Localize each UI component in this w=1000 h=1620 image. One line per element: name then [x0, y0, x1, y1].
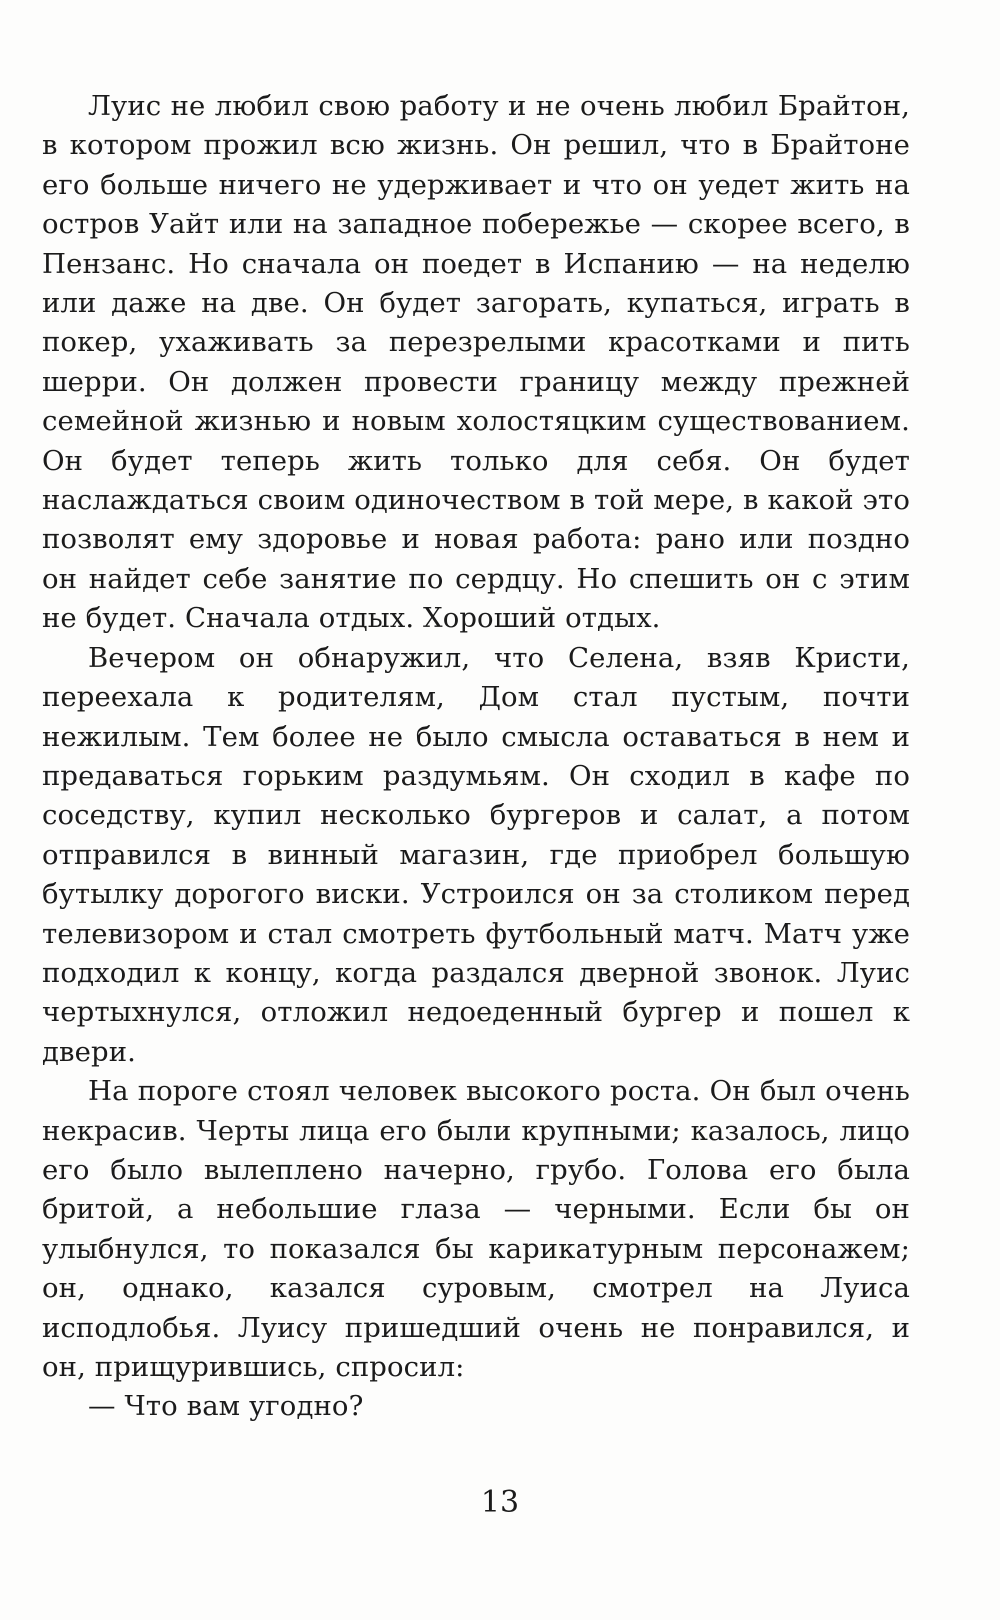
body-text — [42, 87, 910, 1427]
paragraph-2: Вечером он обнаружил, что Селена, взяв Кристи, переехала к родителям, Дом стал пустым, почти нежилым. Тем более не было смысла оставаться в нем и предаваться горьким раздумьям. Он сходил в кафе по соседству, купил несколько бургеров и салат, а потом отправился в винный магазин, где приобрел большую бутылку дорогого виски. Устроился он за столиком перед телевизором и стал смотреть футбольный матч. Матч уже подходил к концу, когда раздался дверной звонок. Луис чертыхнулся, отложил недоеденный бургер и пошел к двери. — [42, 641, 910, 1068]
dialogue-line: — Что вам угодно? — [88, 1390, 364, 1423]
paragraph-1: Луис не любил свою работу и не очень любил Брайтон, в котором прожил всю жизнь. Он решил, что в Брайтоне его больше ничего не удерживает и что он уедет жить на остров Уайт или на западное побережье — скорее всего, в Пензанс. Но сначала он поедет в Испанию — на неделю или даже на две. Он будет загорать, купаться, играть в покер, ухаживать за перезрелыми красотками и пить шерри. Он должен провести границу между прежней семейной жизнью и новым холостяцким существованием. Он будет теперь жить только для себя. Он будет наслаждаться своим одиночеством в той мере, в какой это позволят ему здоровье и новая работа: рано или поздно он найдет себе занятие по сердцу. Но спешить он с этим не будет. Сначала отдых. Хороший отдых. — [42, 90, 910, 635]
paragraph-3: На пороге стоял человек высокого роста. Он был очень некрасив. Черты лица его были крупными; казалось, лицо его было вылеплено начерно, грубо. Голова его была бритой, а небольшие глаза — черными. Если бы он улыбнулся, то показался бы карикатурным персонажем; он, однако, казался суровым, смотрел на Луиса исподлобья. Луису пришедший очень не понравился, и он, прищурившись, спросил: — [42, 1075, 910, 1383]
page-number: 13 — [480, 1485, 520, 1520]
